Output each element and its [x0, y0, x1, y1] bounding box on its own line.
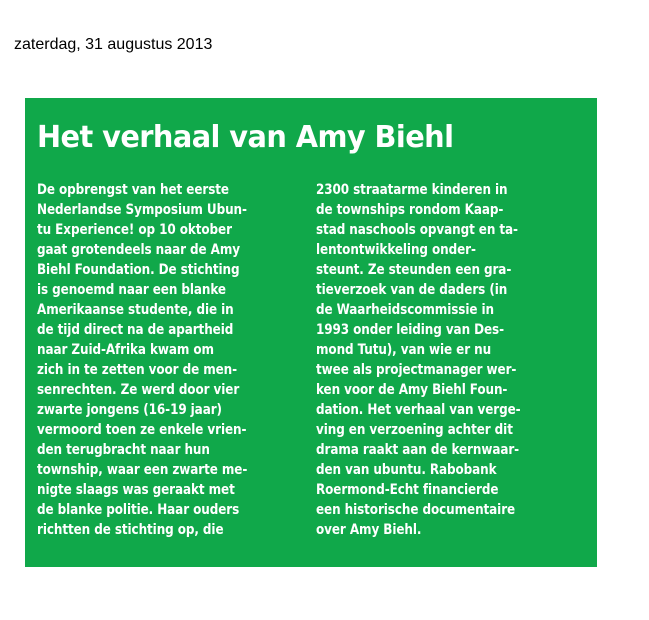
article-text-line: de townships rondom Kaap-: [316, 202, 504, 218]
article-text-line: Biehl Foundation. De stichting: [37, 262, 240, 278]
article-text-line: is genoemd naar een blanke: [37, 282, 226, 298]
article-text-line: den terugbracht naar hun: [37, 442, 210, 458]
article-column-right: [316, 180, 574, 540]
article-text-line: steunt. Ze steunden een gra-: [316, 262, 512, 278]
article-text-line: nigte slaags was geraakt met: [37, 482, 235, 498]
article-title: Het verhaal van Amy Biehl: [37, 120, 454, 155]
article-text-line: lentontwikkeling onder-: [316, 242, 476, 258]
article-text-line: zich in te zetten voor de men-: [37, 362, 238, 378]
article-text-line: ving en verzoening achter dit: [316, 422, 513, 438]
article-text-line: vermoord toen ze enkele vrien-: [37, 422, 247, 438]
article-text-line: township, waar een zwarte me-: [37, 462, 248, 478]
article-text-line: Amerikaanse studente, die in: [37, 302, 234, 318]
article-text-line: De opbrengst van het eerste: [37, 182, 229, 198]
article-column-left: [37, 180, 295, 540]
article-text-line: gaat grotendeels naar de Amy: [37, 242, 240, 258]
article-text-line: een historische documentaire: [316, 502, 516, 518]
article-text-line: naar Zuid-Afrika kwam om: [37, 342, 214, 358]
article-text-line: Nederlandse Symposium Ubun-: [37, 202, 247, 218]
article-text-line: den van ubuntu. Rabobank: [316, 462, 497, 478]
article-text-line: mond Tutu), van wie er nu: [316, 342, 492, 358]
article-date: zaterdag, 31 augustus 2013: [14, 36, 213, 53]
article-text-line: stad naschools opvangt en ta-: [316, 222, 518, 238]
article-text-line: de blanke politie. Haar ouders: [37, 502, 240, 518]
article-text-line: zwarte jongens (16-19 jaar): [37, 402, 222, 418]
article-text-line: dation. Het verhaal van verge-: [316, 402, 521, 418]
article-text-line: tieverzoek van de daders (in: [316, 282, 508, 298]
article-text-line: over Amy Biehl.: [316, 522, 422, 538]
article-text-line: 1993 onder leiding van Des-: [316, 322, 504, 338]
article-text-line: twee als projectmanager wer-: [316, 362, 517, 378]
article-text-line: de Waarheidscommissie in: [316, 302, 494, 318]
article-text-line: richtten de stichting op, die: [37, 522, 224, 538]
article-box: [25, 98, 597, 567]
article-text-line: de tijd direct na de apartheid: [37, 322, 234, 338]
article-text-line: tu Experience! op 10 oktober: [37, 222, 232, 238]
article-text-line: ken voor de Amy Biehl Foun-: [316, 382, 508, 398]
article-text-line: drama raakt aan de kernwaar-: [316, 442, 520, 458]
article-text-line: 2300 straatarme kinderen in: [316, 182, 508, 198]
article-text-line: senrechten. Ze werd door vier: [37, 382, 240, 398]
article-text-line: Roermond-Echt financierde: [316, 482, 499, 498]
